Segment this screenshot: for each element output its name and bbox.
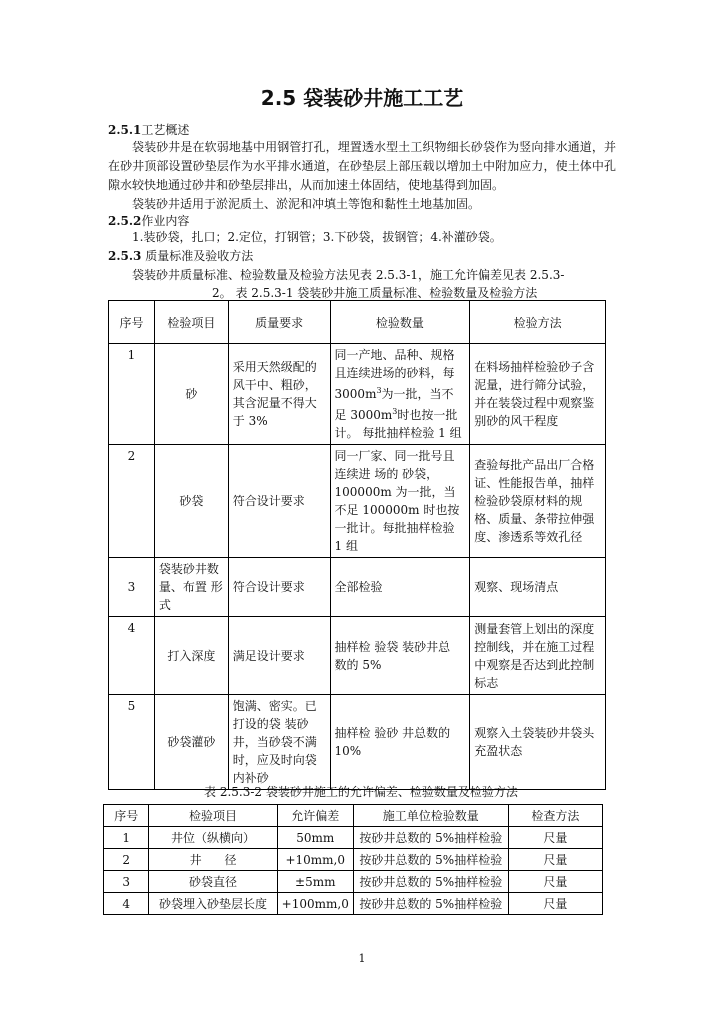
row-number: 1 [109,344,155,445]
inspection-item: 砂袋埋入砂垫层长度 [149,893,277,915]
inspection-quantity: 同一厂家、同一批号且连续进 场的 砂袋，100000m 为一批，当不足 100000m 时也按一批计。每批抽样检验 1 组 [330,445,470,558]
table-header-row [104,805,603,827]
inspection-item: 砂 [154,344,228,445]
row-number: 5 [109,695,155,790]
table1-caption: 2。 表 2.5.3-1 袋装砂井施工质量标准、检验数量及检验方法 [212,286,538,300]
allowable-deviation: +10mm,0 [277,849,353,871]
inspection-method: 观察入土袋装砂井袋头充盈状态 [470,695,606,790]
inspection-method: 尺量 [508,827,602,849]
inspection-quantity: 按砂井总数的 5%抽样检验 [353,893,508,915]
table2-caption: 表 2.5.3-2 袋装砂井施工的允许偏差、检验数量及检验方法 [204,785,518,799]
work-content-paragraph: 1.装砂袋，扎口；2.定位，打钢管；3.下砂袋，拔钢管；4.补灌砂袋。 [132,230,502,244]
inspection-method: 尺量 [508,893,602,915]
inspection-quantity: 抽样检 验袋 装砂井总 数的 5% [330,617,470,695]
table-row [109,695,606,790]
inspection-quantity: 抽样检 验砂 井总数的 10% [330,695,470,790]
inspection-item: 砂袋灌砂 [154,695,228,790]
inspection-item: 砂袋 [154,445,228,558]
header-cell: 序号 [109,301,155,344]
row-number: 4 [109,617,155,695]
inspection-quantity: 同一产地、品种、规格且连续进场的砂料，每 $3000m^3$为一批，当不足 $3000m^3$时也按一批计。 每批抽样检验 1 组 [330,344,470,445]
allowable-deviation: +100mm,0 [277,893,353,915]
allowable-deviation-table [103,804,603,915]
header-cell: 允许偏差 [277,805,353,827]
page-number: 1 [358,952,366,965]
table-row [104,893,603,915]
overview-paragraph: 袋装砂井是在软弱地基中用钢管打孔，埋置透水型土工织物细长砂袋作为竖向排水通道，并在砂井顶部设置砂垫层作为水平排水通道，在砂垫层上部压载以增加土中附加应力，使土体中孔隙水较快地通过砂井和砂垫层排出，从而加速土体固结，使地基得到加固。 [108,140,616,192]
header-cell: 检查方法 [508,805,602,827]
header-cell: 检验项目 [154,301,228,344]
inspection-method: 查验每批产品出厂合格证、性能报告单，抽样检验砂袋原材料的规格、质量、条带拉伸强度、渗透系等效孔径 [470,445,606,558]
row-number: 4 [104,893,149,915]
row-number: 1 [104,827,149,849]
table-row [104,827,603,849]
table-header-row [109,301,606,344]
header-cell: 质量要求 [228,301,330,344]
page-title: 2.5 袋装砂井施工工艺 [260,86,464,110]
standards-paragraph: 袋装砂井质量标准、检验数量及检验方法见表 2.5.3-1，施工允许偏差见表 2.5.3- [132,268,565,282]
quality-requirement: 满足设计要求 [228,617,330,695]
row-number: 2 [104,849,149,871]
inspection-quantity: 按砂井总数的 5%抽样检验 [353,871,508,893]
allowable-deviation: ±5mm [277,871,353,893]
inspection-item: 井位（纵横向） [149,827,277,849]
inspection-method: 测量套管上划出的深度控制线，并在施工过程中观察是否达到此控制标志 [470,617,606,695]
header-cell: 检验方法 [470,301,606,344]
section-2-5-1: 2.5.1工艺概述 [108,123,190,137]
table-row [109,558,606,617]
inspection-quantity: 按砂井总数的 5%抽样检验 [353,849,508,871]
quality-requirement: 符合设计要求 [228,558,330,617]
inspection-item: 井 径 [149,849,277,871]
quality-requirement: 采用天然级配的风干中、粗砂，其含泥量不得大于 3% [228,344,330,445]
inspection-quantity: 全部检验 [330,558,470,617]
table-row [104,871,603,893]
table-row [104,849,603,871]
header-cell: 检验数量 [330,301,470,344]
header-cell: 检验项目 [149,805,277,827]
allowable-deviation: 50mm [277,827,353,849]
inspection-quantity: 按砂井总数的 5%抽样检验 [353,827,508,849]
inspection-method: 尺量 [508,871,602,893]
inspection-item: 砂袋直径 [149,871,277,893]
inspection-method: 尺量 [508,849,602,871]
applicability-paragraph: 袋装砂井适用于淤泥质土、淤泥和冲填土等饱和黏性土地基加固。 [132,197,481,211]
table-row [109,617,606,695]
quality-standards-table [108,300,606,790]
inspection-method: 在料场抽样检验砂子含泥量，进行筛分试验，并在装袋过程中观察鉴别砂的风干程度 [470,344,606,445]
inspection-item: 打入深度 [154,617,228,695]
header-cell: 序号 [104,805,149,827]
row-number: 3 [104,871,149,893]
header-cell: 施工单位检验数量 [353,805,508,827]
row-number: 3 [109,558,155,617]
row-number: 2 [109,445,155,558]
section-2-5-2: 2.5.2作业内容 [108,214,190,228]
table-row [109,445,606,558]
quality-requirement: 饱满、密实。已打设的袋 装砂井，当砂袋不满时，应及时向袋内补砂 [228,695,330,790]
table-row [109,344,606,445]
section-2-5-3: 2.5.3 质量标准及验收方法 [108,249,254,263]
inspection-method: 观察、现场清点 [470,558,606,617]
quality-requirement: 符合设计要求 [228,445,330,558]
inspection-item: 袋装砂井数量、布置 形式 [154,558,228,617]
